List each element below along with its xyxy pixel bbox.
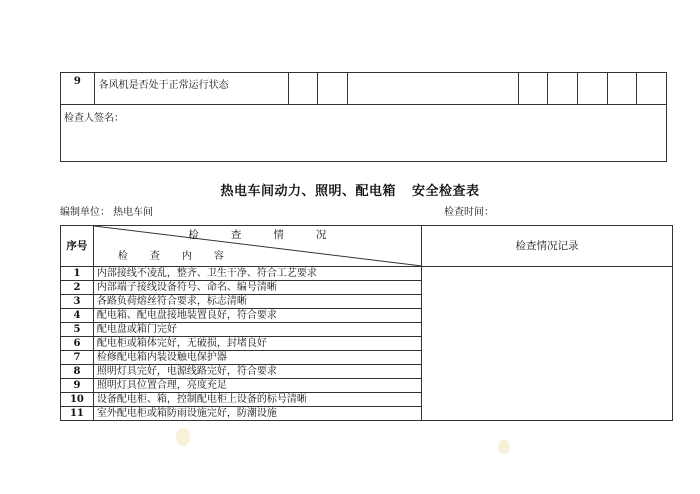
background-blotch: [176, 428, 190, 446]
check-cell: [288, 73, 318, 105]
row-number: 5: [61, 323, 94, 337]
row-inspection-item: 设备配电柜、箱，控制配电柜上设备的标号清晰: [93, 393, 421, 407]
title-suffix: 安全检查表: [412, 184, 480, 199]
row-number: 6: [61, 337, 94, 351]
table-header-row: [61, 226, 673, 267]
column-header-number: 序号: [61, 226, 94, 267]
diagonal-header-cell: [93, 226, 421, 267]
header-inspection-status: 检 查 情 况: [188, 229, 327, 241]
row-number: 3: [61, 295, 94, 309]
row-text: 各风机是否处于正常运行状态: [94, 73, 288, 105]
row-number: 2: [61, 281, 94, 295]
row-number: 9: [61, 73, 95, 105]
title-main: 热电车间动力、照明、配电箱: [220, 184, 396, 199]
row-inspection-item: 内部端子接线设备符号、命名、编号清晰: [93, 281, 421, 295]
compiling-unit: 编制单位： 热电车间: [60, 207, 154, 218]
background-blotch: [498, 440, 510, 454]
row-inspection-item: 内部接线不凌乱，整齐、卫生干净、符合工艺要求: [93, 267, 421, 281]
row-number: 10: [61, 393, 94, 407]
table-row: [61, 73, 667, 105]
row-inspection-item: 检修配电箱内装设触电保护器: [93, 351, 421, 365]
previous-table-fragment: [60, 72, 667, 162]
record-cell: [421, 267, 672, 421]
row-inspection-item: 配电盘或箱门完好: [93, 323, 421, 337]
check-cell: [607, 73, 637, 105]
row-inspection-item: 各路负荷熔丝符合要求，标志清晰: [93, 295, 421, 309]
check-cell: [318, 73, 348, 105]
row-number: 7: [61, 351, 94, 365]
check-cell: [548, 73, 578, 105]
header-inspection-content: 检 查 内 容: [117, 251, 224, 262]
check-cell: [518, 73, 548, 105]
row-number: 11: [61, 407, 94, 421]
table-row: [61, 267, 673, 281]
signature-row: [61, 105, 667, 162]
check-cell: [347, 73, 518, 105]
check-cell: [577, 73, 607, 105]
inspection-time-label: 检查时间：: [444, 207, 494, 218]
row-number: 4: [61, 309, 94, 323]
row-inspection-item: 照明灯具位置合理，亮度充足: [93, 379, 421, 393]
row-inspection-item: 室外配电柜或箱防雨设施完好，防潮设施: [93, 407, 421, 421]
row-inspection-item: 配电箱、配电盘接地装置良好，符合要求: [93, 309, 421, 323]
inspection-table: [60, 225, 673, 421]
row-number: 9: [61, 379, 94, 393]
row-inspection-item: 照明灯具完好，电源线路完好，符合要求: [93, 365, 421, 379]
column-header-record: 检查情况记录: [421, 226, 672, 267]
row-number: 8: [61, 365, 94, 379]
row-inspection-item: 配电柜或箱体完好，无破损，封堵良好: [93, 337, 421, 351]
row-number: 1: [61, 267, 94, 281]
signature-label: 检查人签名：: [61, 105, 667, 162]
page-title: [0, 180, 700, 199]
check-cell: [637, 73, 667, 105]
